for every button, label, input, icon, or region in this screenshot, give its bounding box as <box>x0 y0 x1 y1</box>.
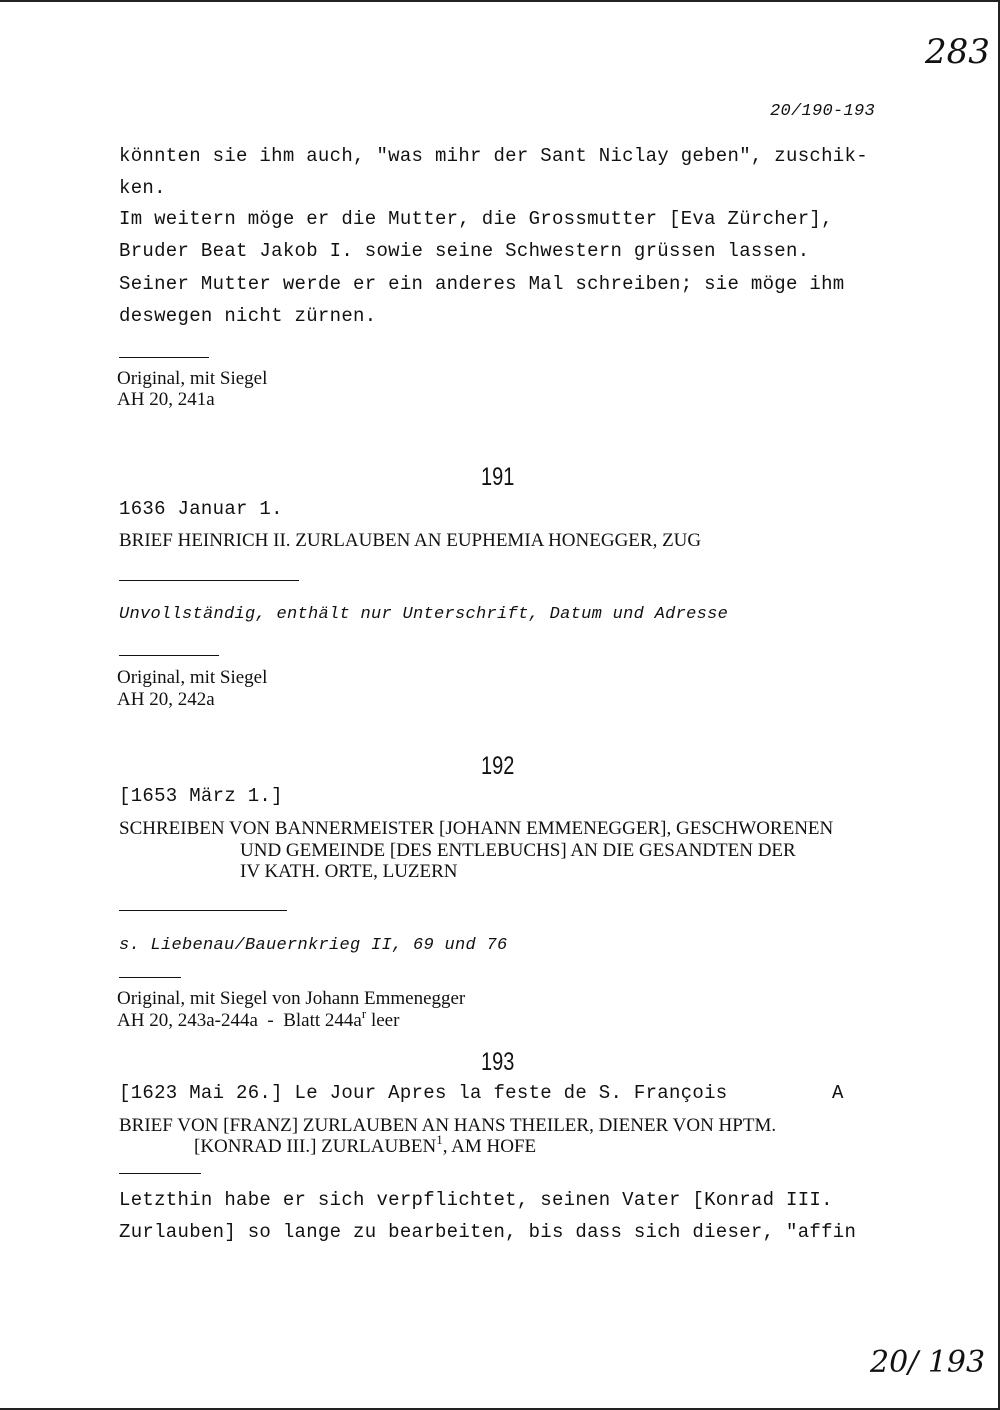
document-reference: 20/190-193 <box>770 102 876 121</box>
body-line: Bruder Beat Jakob I. sowie seine Schwestern grüssen lassen. <box>119 240 810 262</box>
divider <box>119 977 181 978</box>
source-note: Original, mit Siegel <box>117 368 268 389</box>
superscript: r <box>361 1006 367 1021</box>
divider <box>119 580 299 581</box>
divider <box>119 910 287 911</box>
entry-number: 193 <box>481 1048 515 1076</box>
archive-signature: AH 20, 242a <box>117 689 215 710</box>
entry-date: [1623 Mai 26.] Le Jour Apres la feste de S. François <box>119 1082 728 1104</box>
body-line: könnten sie ihm auch, "was mihr der Sant Niclay geben", zuschik- <box>119 145 868 167</box>
page-edge-top <box>0 0 1000 2</box>
entry-title: UND GEMEINDE [DES ENTLEBUCHS] AN DIE GESANDTEN DER <box>240 840 796 861</box>
footnote-marker: 1 <box>436 1132 443 1147</box>
body-line: ken. <box>119 177 166 199</box>
archive-signature <box>117 1006 400 1032</box>
source-note: Original, mit Siegel <box>117 667 268 688</box>
archive-signature: AH 20, 241a <box>117 389 215 410</box>
entry-title: BRIEF HEINRICH II. ZURLAUBEN AN EUPHEMIA HONEGGER, ZUG <box>119 530 702 551</box>
divider <box>119 655 219 656</box>
divider <box>119 357 209 358</box>
body-line: Im weitern möge er die Mutter, die Grossmutter [Eva Zürcher], <box>119 208 833 230</box>
literature-reference: s. Liebenau/Bauernkrieg II, 69 und 76 <box>119 936 508 955</box>
entry-note: Unvollständig, enthält nur Unterschrift, Datum und Adresse <box>119 605 729 624</box>
entry-title-text: [KONRAD III.] ZURLAUBEN <box>194 1136 437 1157</box>
entry-title <box>194 1132 537 1158</box>
entry-date: 1636 Januar 1. <box>119 498 283 520</box>
entry-title: SCHREIBEN VON BANNERMEISTER [JOHANN EMMENEGGER], GESCHWORENEN <box>119 818 834 839</box>
archive-signature-text: leer <box>366 1010 400 1031</box>
entry-number: 192 <box>481 752 515 780</box>
entry-number: 191 <box>481 463 515 491</box>
body-line: Seiner Mutter werde er ein anderes Mal schreiben; sie möge ihm <box>119 273 845 295</box>
archive-signature-text: AH 20, 243a-244a - Blatt 244a <box>117 1010 362 1031</box>
handwritten-page-number: 283 <box>925 32 990 72</box>
body-line: Letzthin habe er sich verpflichtet, seinen Vater [Konrad III. <box>119 1189 833 1211</box>
entry-date: [1653 März 1.] <box>119 785 283 807</box>
entry-title: BRIEF VON [FRANZ] ZURLAUBEN AN HANS THEILER, DIENER VON HPTM. <box>119 1115 777 1136</box>
source-note: Original, mit Siegel von Johann Emmenegger <box>117 988 466 1009</box>
entry-title-text: , AM HOFE <box>442 1136 537 1157</box>
body-line: deswegen nicht zürnen. <box>119 305 377 327</box>
divider <box>119 1173 201 1174</box>
entry-title: IV KATH. ORTE, LUZERN <box>240 861 458 882</box>
handwritten-footer-number: 20/ 193 <box>870 1345 986 1380</box>
body-line: Zurlauben] so lange zu bearbeiten, bis dass sich dieser, "affin <box>119 1221 857 1243</box>
entry-marker: A <box>832 1082 844 1104</box>
